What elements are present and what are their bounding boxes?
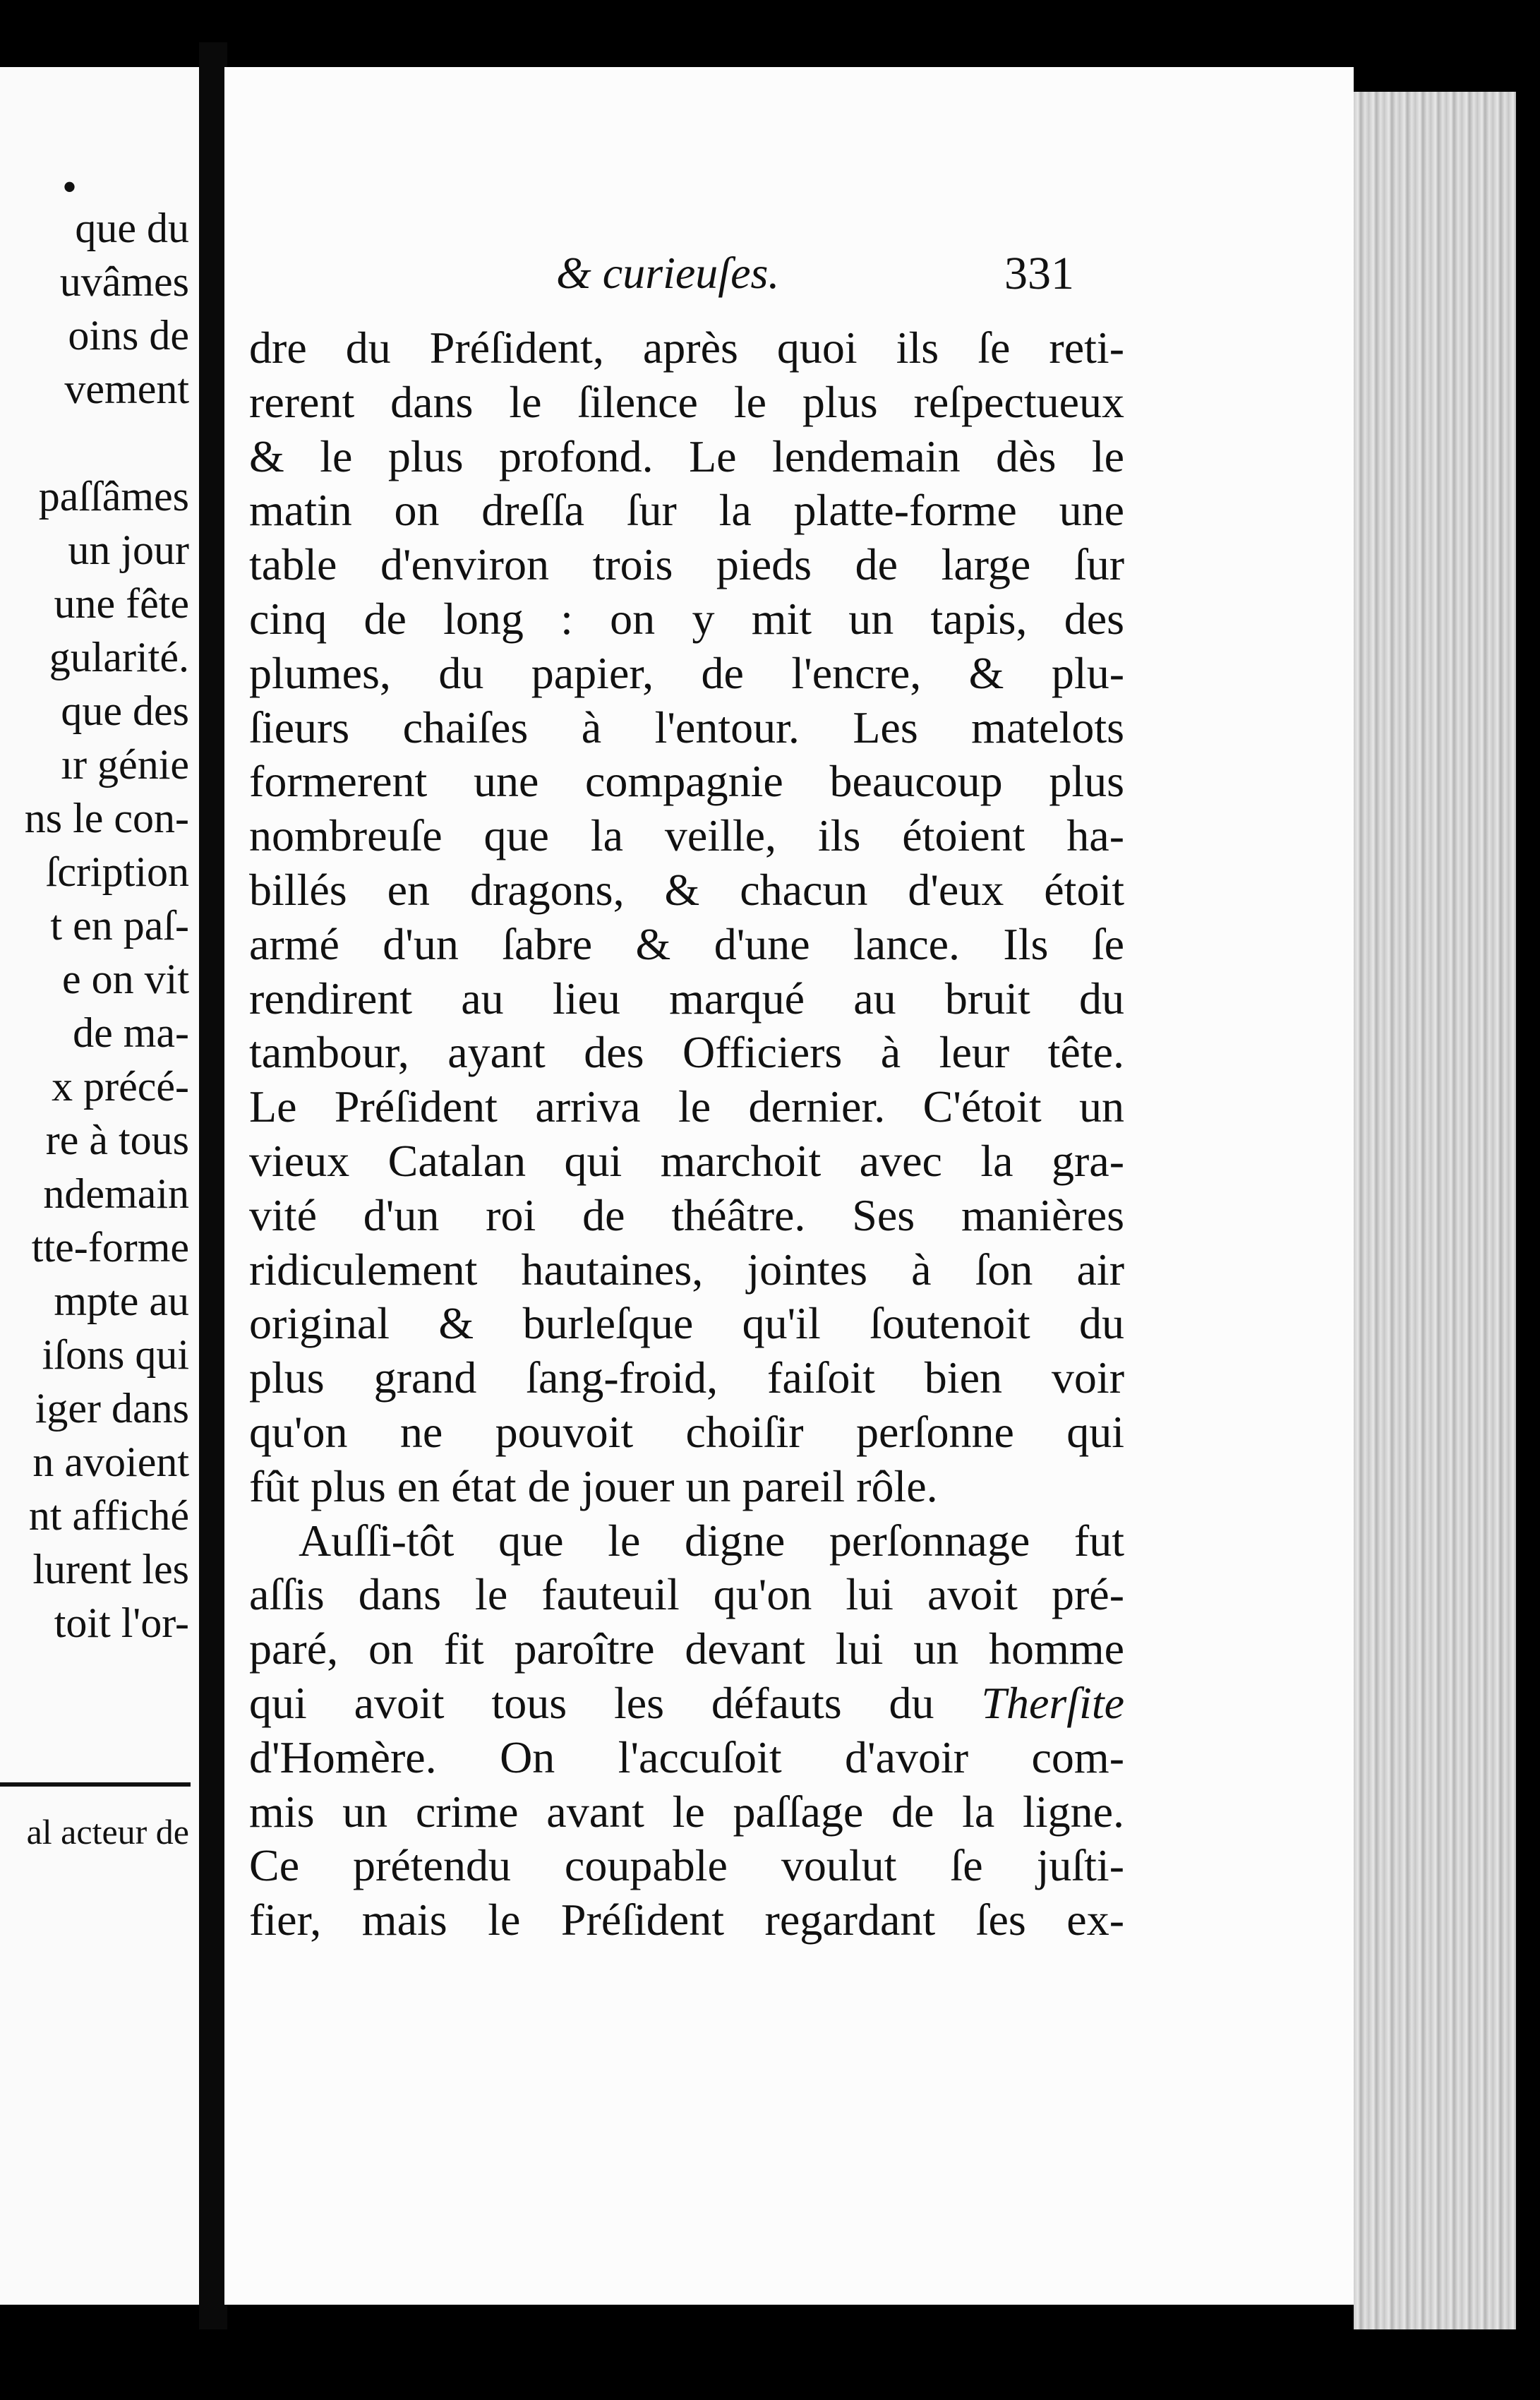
text-line: aſſis dans le fauteuil qu'on lui avoit pré- [249, 1569, 1124, 1620]
text-line: Auſſi-tôt que le digne perſonnage fut [299, 1515, 1124, 1566]
previous-page-line: une fête [54, 580, 189, 627]
text-line: fût plus en état de jouer un pareil rôle. [249, 1460, 938, 1511]
text-line: rerent dans le ſilence le plus reſpectueux [249, 376, 1124, 427]
previous-page-line: oins de [68, 312, 189, 359]
text-line: rendirent au lieu marqué au bruit du [249, 973, 1124, 1024]
previous-page-fragment [0, 67, 199, 2305]
paragraph-2 [249, 1514, 1124, 1948]
text-line: original & burleſque qu'il ſoutenoit du [249, 1298, 1124, 1349]
page-body [249, 321, 1124, 1948]
text-segment: qui avoit tous les défauts du [249, 1677, 934, 1728]
previous-page-line: ndemain [43, 1170, 189, 1217]
page-mark: • [62, 164, 78, 210]
paragraph-1 [249, 321, 1124, 1514]
previous-page-line: x précé- [52, 1063, 189, 1110]
text-line: tambour, ayant des Officiers à leur tête. [249, 1027, 1124, 1078]
previous-page-line: lurent les [32, 1546, 189, 1592]
footnote-rule [0, 1782, 191, 1787]
text-line: billés en dragons, & chacun d'eux étoit [249, 864, 1124, 915]
previous-page-line: ır génie [61, 741, 189, 788]
text-line: plumes, du papier, de l'encre, & plu- [249, 647, 1124, 698]
previous-page-line: re à tous [45, 1117, 189, 1163]
previous-page-line: nt affiché [28, 1492, 189, 1539]
previous-page-line: un jour [68, 527, 189, 573]
text-line: armé d'un ſabre & d'une lance. Ils ſe [249, 918, 1124, 969]
footnote-fragment: al acteur de [26, 1812, 189, 1852]
previous-page-line: toit l'or- [54, 1600, 189, 1646]
previous-page-line: que des [61, 688, 189, 734]
text-line: nombreuſe que la veille, ils étoient ha- [249, 810, 1124, 861]
text-line: vité d'un roi de théâtre. Ses manières [249, 1189, 1124, 1240]
previous-page-line: vement [64, 366, 189, 412]
text-line: paré, on fit paroître devant lui un homme [249, 1624, 1124, 1674]
book-page [224, 67, 1354, 2305]
text-line: ſieurs chaiſes à l'entour. Les matelots [249, 702, 1124, 752]
text-line: vieux Catalan qui marchoit avec la gra- [249, 1135, 1124, 1186]
text-line: Le Préſident arriva le dernier. C'étoit un [249, 1081, 1124, 1132]
text-line: dre du Préſident, après quoi ils ſe reti- [249, 323, 1124, 373]
previous-page-line: t en paſ- [50, 902, 189, 949]
previous-page-line: ns le con- [24, 795, 189, 841]
text-line: cinq de long : on y mit un tapis, des [249, 593, 1124, 644]
text-line: & le plus profond. Le lendemain dès le [249, 431, 1124, 481]
italic-name: Therſite [981, 1677, 1125, 1728]
text-line: plus grand ſang-froid, faiſoit bien voir [249, 1352, 1124, 1403]
text-line: matin on dreſſa ſur la platte-forme une [249, 485, 1124, 536]
previous-page-line: tte-forme [31, 1224, 189, 1271]
previous-page-line: uvâmes [59, 258, 189, 305]
text-line: qu'on ne pouvoit choiſir perſonne qui [249, 1406, 1124, 1457]
previous-page-line: iſons qui [42, 1331, 189, 1378]
previous-page-line: ſcription [45, 848, 189, 895]
text-line: fier, mais le Préſident regardant ſes ex- [249, 1895, 1124, 1945]
previous-page-line: de ma- [73, 1009, 189, 1056]
previous-page-line: gularité. [49, 634, 189, 680]
running-head: & curieuſes. [556, 248, 780, 298]
page-edge-stack [1354, 92, 1516, 2329]
text-line: d'Homère. On l'accuſoit d'avoir com- [249, 1732, 1124, 1782]
book-gutter [199, 42, 227, 2329]
previous-page-line: paſſâmes [38, 473, 189, 520]
previous-page-line: iger dans [35, 1385, 189, 1432]
text-line-with-italic [249, 1676, 1124, 1731]
text-line: formerent une compagnie beaucoup plus [249, 756, 1124, 807]
previous-page-line: mpte au [54, 1278, 189, 1324]
page-number: 331 [1004, 248, 1074, 299]
text-line: table d'environ trois pieds de large ſur [249, 539, 1124, 590]
text-line: Ce prétendu coupable voulut ſe juſti- [249, 1840, 1124, 1891]
previous-page-line: n avoient [32, 1439, 189, 1485]
text-line: ridiculement hautaines, jointes à ſon air [249, 1244, 1124, 1295]
previous-page-line: e on vit [62, 956, 189, 1002]
text-line: mis un crime avant le paſſage de la ligne. [249, 1786, 1124, 1837]
previous-page-line: que du [75, 205, 189, 251]
